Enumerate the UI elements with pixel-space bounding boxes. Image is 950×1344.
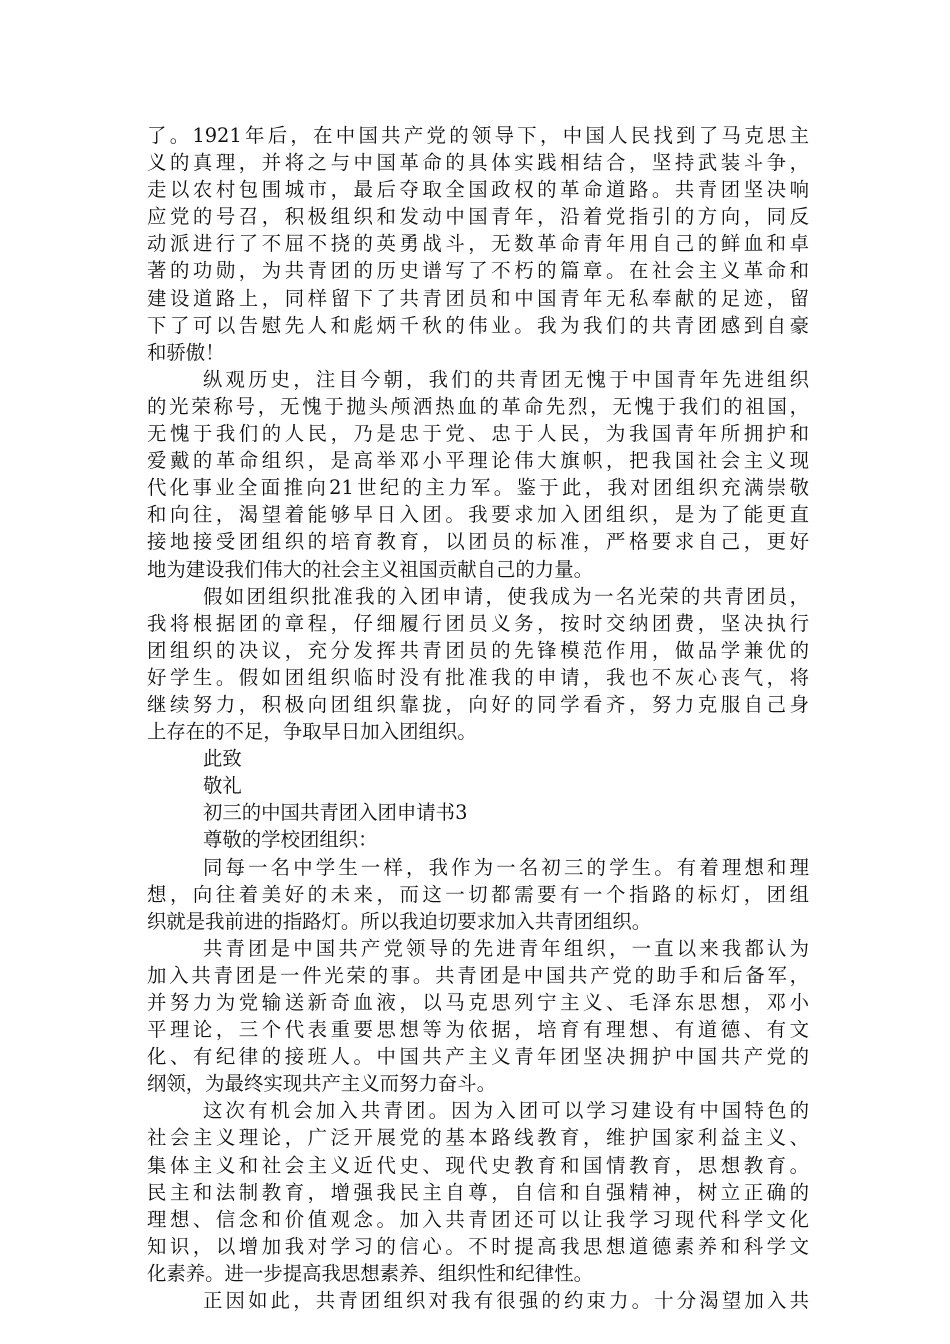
document-line: 并努力为党输送新奇血液，以马克思列宁主义、毛泽东思想，邓小 xyxy=(147,991,809,1014)
document-line: 纲领，为最终实现共产主义而努力奋斗。 xyxy=(147,1072,497,1096)
document-line: 无愧于我们的人民，乃是忠于党、忠于人民，为我国青年所拥护和 xyxy=(147,422,809,446)
document-line: 织就是我前进的指路灯。所以我迫切要求加入共青团组织。 xyxy=(147,909,652,933)
document-line: 代化事业全面推向21世纪的主力军。鉴于此，我对团组织充满崇敬 xyxy=(147,476,809,500)
document-line: 了。1921年后，在中国共产党的领导下，中国人民找到了马克思主 xyxy=(147,124,809,147)
document-line: 我将根据团的章程，仔细履行团员义务，按时交纳团费，坚决执行 xyxy=(147,611,809,635)
document-line: 正因如此，共青团组织对我有很强的约束力。十分渴望加入共 xyxy=(203,1289,809,1313)
document-line: 这次有机会加入共青团。因为入团可以学习建设有中国特色的 xyxy=(203,1099,809,1123)
document-line: 动派进行了不屈不挠的英勇战斗，无数革命青年用自己的鲜血和卓 xyxy=(147,232,809,256)
document-line: 上存在的不足，争取早日加入团组织。 xyxy=(147,720,477,744)
document-line: 想，向往着美好的未来，而这一切都需要有一个指路的标灯，团组 xyxy=(147,882,809,906)
document-line: 和骄傲！ xyxy=(147,340,225,364)
document-line: 和向往，渴望着能够早日入团。我要求加入团组织，是为了能更直 xyxy=(147,503,809,527)
document-line: 敬礼 xyxy=(203,774,242,798)
document-line: 下了可以告慰先人和彪炳千秋的伟业。我为我们的共青团感到自豪 xyxy=(147,313,809,337)
document-line: 爱戴的革命组织，是高举邓小平理论伟大旗帜，把我国社会主义现 xyxy=(147,449,809,473)
document-line: 著的功勋，为共青团的历史谱写了不朽的篇章。在社会主义革命和 xyxy=(147,259,809,283)
document-line: 化、有纪律的接班人。中国共产主义青年团坚决拥护中国共产党的 xyxy=(147,1045,809,1069)
document-line: 纵观历史，注目今朝，我们的共青团无愧于中国青年先进组织 xyxy=(203,367,809,391)
document-line: 集体主义和社会主义近代史、现代史教育和国情教育，思想教育。 xyxy=(147,1153,809,1177)
document-line: 假如团组织批准我的入团申请，使我成为一名光荣的共青团员， xyxy=(203,584,809,608)
document-line: 继续努力，积极向团组织靠拢，向好的同学看齐，努力克服自己身 xyxy=(147,692,809,716)
document-line: 化素养。进一步提高我思想素养、组织性和纪律性。 xyxy=(147,1261,593,1285)
document-line: 社会主义理论，广泛开展党的基本路线教育，维护国家利益主义、 xyxy=(147,1126,809,1150)
document-line: 民主和法制教育，增强我民主自尊，自信和自强精神，树立正确的 xyxy=(147,1180,809,1204)
document-line: 此致 xyxy=(203,747,242,771)
document-line: 共青团是中国共产党领导的先进青年组织，一直以来我都认为 xyxy=(203,936,809,960)
document-line: 知识，以增加我对学习的信心。不时提高我思想道德素养和科学文 xyxy=(147,1234,809,1258)
document-line: 地为建设我们伟大的社会主义祖国贡献自己的力量。 xyxy=(147,557,593,581)
document-line: 义的真理，并将之与中国革命的具体实践相结合，坚持武装斗争， xyxy=(147,151,809,175)
document-line: 好学生。假如团组织临时没有批准我的申请，我也不灰心丧气，将 xyxy=(147,665,809,689)
document-body xyxy=(147,122,809,1314)
document-line: 应党的号召，积极组织和发动中国青年，沿着党指引的方向，同反 xyxy=(147,205,809,229)
document-line: 建设道路上，同样留下了共青团员和中国青年无私奉献的足迹，留 xyxy=(147,286,809,310)
document-line: 团组织的决议，充分发挥共青团员的先锋模范作用，做品学兼优的 xyxy=(147,638,809,662)
document-line: 加入共青团是一件光荣的事。共青团是中国共产党的助手和后备军， xyxy=(147,963,809,987)
document-line: 理想、信念和价值观念。加入共青团还可以让我学习现代科学文化 xyxy=(147,1207,809,1231)
document-line: 走以农村包围城市，最后夺取全国政权的革命道路。共青团坚决响 xyxy=(147,178,809,202)
document-line: 平理论，三个代表重要思想等为依据，培育有理想、有道德、有文 xyxy=(147,1018,809,1042)
document-line: 初三的中国共青团入团申请书3 xyxy=(203,801,468,825)
document-line: 接地接受团组织的培育教育，以团员的标准，严格要求自己，更好 xyxy=(147,530,809,554)
document-line: 同每一名中学生一样，我作为一名初三的学生。有着理想和理 xyxy=(203,855,809,879)
document-line: 的光荣称号，无愧于抛头颅洒热血的革命先烈，无愧于我们的祖国， xyxy=(147,394,809,418)
document-line: 尊敬的学校团组织： xyxy=(203,828,378,852)
